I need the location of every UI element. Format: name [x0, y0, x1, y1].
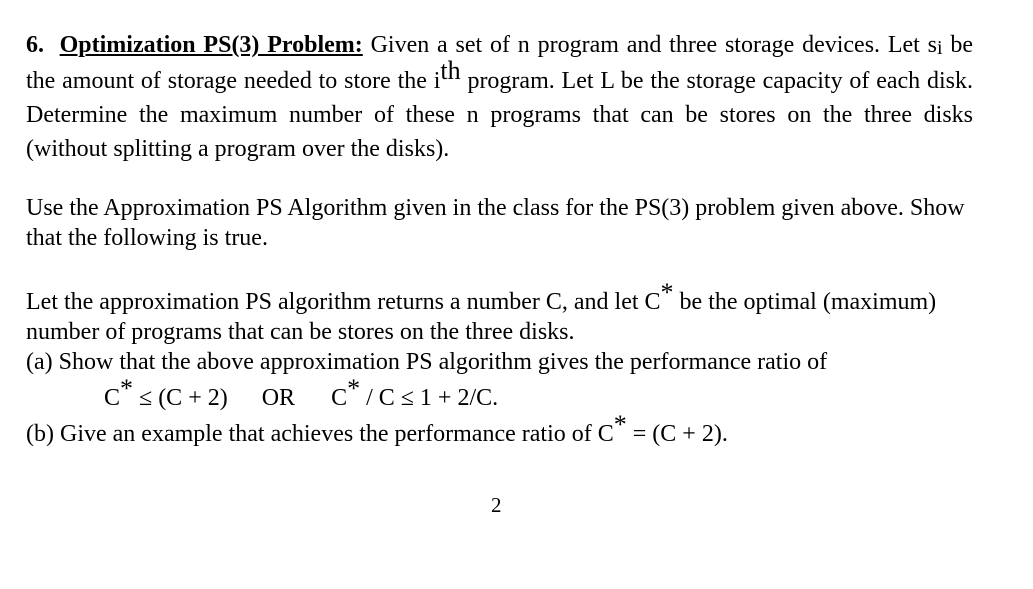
- part-a-text: (a) Show that the above approximation PS algorithm gives the performance ratio of: [26, 349, 828, 375]
- page-number: 2: [491, 493, 502, 517]
- problem-heading: Optimization PS(3) Problem:: [59, 32, 363, 58]
- statement-paragraph: [26, 278, 1006, 449]
- part-b-part-1: (b) Give an example that achieves the performance ratio of C: [26, 421, 614, 447]
- statement-intro-part-2: be the optimal (maximum) number of programs that can be stores on the three disks.: [26, 289, 937, 345]
- problem-text-part-2: be the amount of storage needed to store the i: [26, 32, 974, 94]
- formula-star: *: [120, 374, 134, 403]
- problem-text-part-1: Given a set of n program and three storage devices. Let s: [362, 32, 937, 58]
- formula-c: C: [104, 385, 121, 411]
- instruction-paragraph: [26, 193, 986, 253]
- subscript-i: i: [936, 37, 943, 59]
- instruction-text: Use the Approximation PS Algorithm given in the class for the PS(3) problem given above. Show that the following is true.: [26, 195, 965, 251]
- formula-c-2: C: [331, 385, 348, 411]
- statement-intro-part-1: Let the approximation PS algorithm returns a number C, and let C: [26, 289, 661, 315]
- problem-number: 6.: [26, 32, 44, 58]
- performance-ratio-formula: [26, 374, 1006, 418]
- formula-right-rest: / C ≤ 1 + 2/C.: [360, 385, 499, 411]
- part-b-star: *: [613, 410, 627, 439]
- formula-or: OR: [261, 385, 296, 411]
- problem-text-part-3: program. Let L be the storage capacity of each disk. Determine the maximum number of these n programs that can be stores on the three disks (without splitting a program over the disks).: [26, 68, 974, 162]
- problem-6-paragraph: [26, 28, 973, 166]
- star-superscript: *: [660, 278, 674, 307]
- statement-intro: [26, 278, 1006, 347]
- formula-star-2: *: [347, 374, 361, 403]
- superscript-th: th: [440, 56, 461, 85]
- formula-left-rest: ≤ (C + 2): [133, 385, 228, 411]
- part-b-text: [26, 410, 1006, 449]
- part-b-part-2: = (C + 2).: [626, 421, 728, 447]
